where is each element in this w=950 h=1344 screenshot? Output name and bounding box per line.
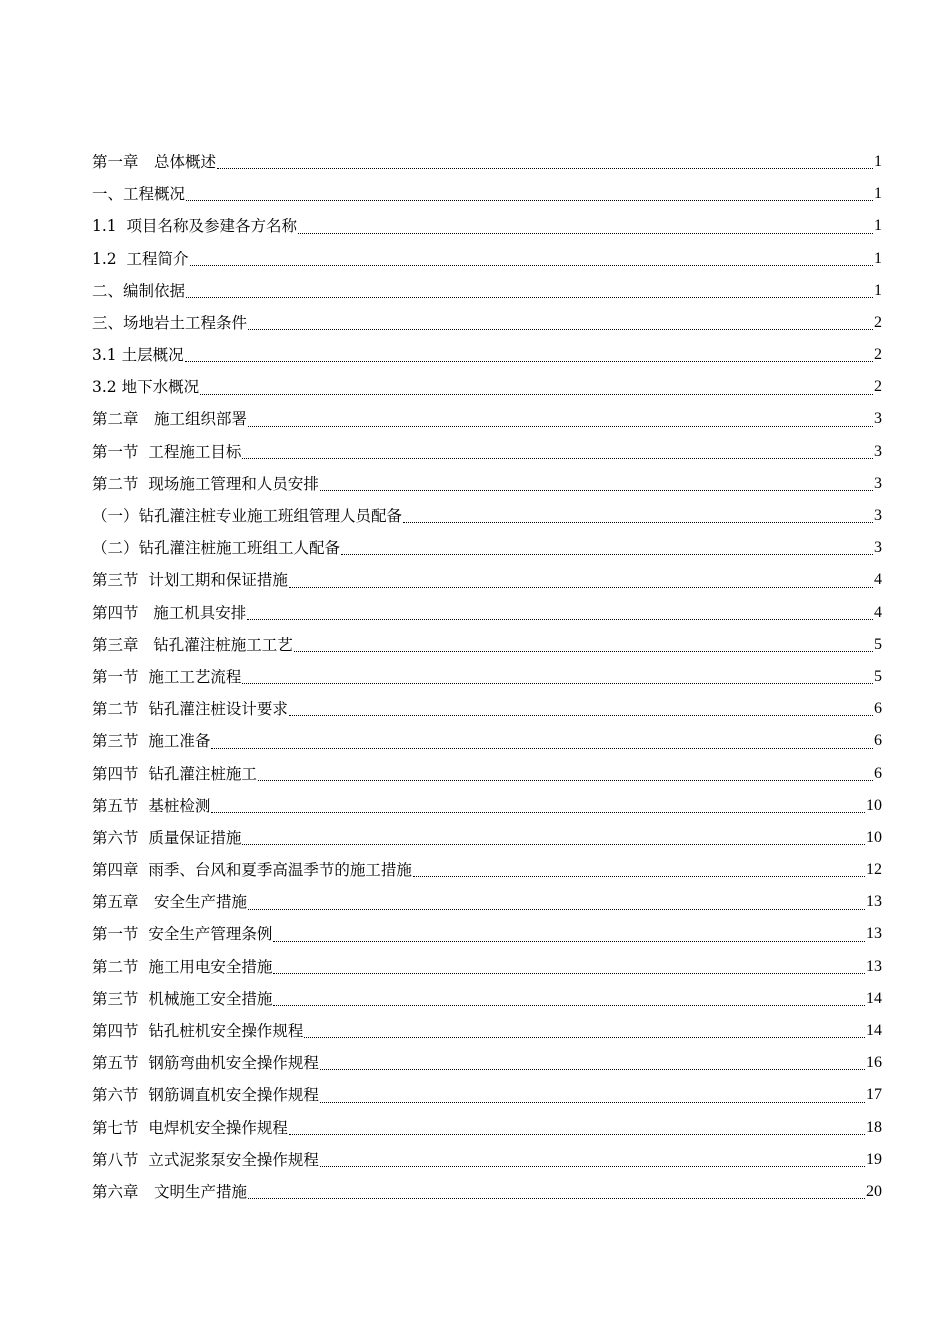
toc-entry[interactable] [92, 822, 882, 854]
toc-entry-page: 10 [866, 828, 882, 846]
toc-entry[interactable] [92, 404, 882, 436]
toc-entry-title: 第四章 雨季、台风和夏季高温季节的施工措施 [92, 861, 412, 880]
toc-entry[interactable] [92, 1112, 882, 1144]
toc-dot-leader [241, 436, 874, 468]
toc-entry-title: 第六节 质量保证措施 [92, 828, 242, 847]
toc-entry-page: 4 [874, 571, 882, 589]
toc-entry[interactable] [92, 1015, 882, 1047]
toc-entry-page: 6 [874, 700, 882, 718]
toc-dot-leader [184, 339, 874, 371]
toc-entry-title: 1.2 工程简介 [92, 249, 189, 268]
toc-entry-page: 17 [866, 1086, 882, 1104]
toc-entry[interactable] [92, 436, 882, 468]
toc-entry-page: 3 [874, 507, 882, 525]
toc-dot-leader [257, 758, 874, 790]
toc-entry-page: 5 [874, 635, 882, 653]
toc-entry[interactable] [92, 532, 882, 564]
toc-entry-page: 14 [866, 989, 882, 1007]
toc-entry-page: 3 [874, 474, 882, 492]
toc-entry[interactable] [92, 500, 882, 532]
toc-entry-title: 第二节 现场施工管理和人员安排 [92, 474, 319, 493]
toc-dot-leader [272, 983, 866, 1015]
toc-entry[interactable] [92, 1176, 882, 1208]
toc-entry-title: 第五节 钢筋弯曲机安全操作规程 [92, 1054, 319, 1073]
toc-entry-title: 第六节 钢筋调直机安全操作规程 [92, 1086, 319, 1105]
toc-entry-page: 20 [866, 1182, 882, 1200]
toc-dot-leader [185, 275, 874, 307]
toc-entry-title: 第四节 钻孔桩机安全操作规程 [92, 1022, 304, 1041]
toc-entry[interactable] [92, 790, 882, 822]
toc-entry-page: 19 [866, 1150, 882, 1168]
toc-entry-page: 3 [874, 539, 882, 557]
toc-dot-leader [246, 597, 874, 629]
toc-entry-page: 1 [874, 217, 882, 235]
toc-dot-leader [241, 661, 874, 693]
toc-entry-title: 3.1 土层概况 [92, 346, 184, 365]
toc-entry-page: 6 [874, 732, 882, 750]
toc-entry-page: 1 [874, 185, 882, 203]
toc-entry[interactable] [92, 661, 882, 693]
toc-dot-leader [319, 468, 874, 500]
toc-entry-title: 第六章 文明生产措施 [92, 1182, 248, 1201]
toc-entry[interactable] [92, 468, 882, 500]
toc-dot-leader [402, 500, 874, 532]
toc-entry[interactable] [92, 919, 882, 951]
toc-dot-leader [288, 1112, 866, 1144]
toc-entry[interactable] [92, 307, 882, 339]
toc-entry[interactable] [92, 983, 882, 1015]
toc-entry-title: 第二节 钻孔灌注桩设计要求 [92, 700, 288, 719]
toc-entry[interactable] [92, 243, 882, 275]
toc-entry[interactable] [92, 758, 882, 790]
toc-entry[interactable] [92, 339, 882, 371]
toc-dot-leader [319, 1144, 866, 1176]
toc-dot-leader [189, 243, 874, 275]
toc-dot-leader [247, 307, 874, 339]
toc-entry-title: 第四节 钻孔灌注桩施工 [92, 764, 257, 783]
toc-entry[interactable] [92, 1079, 882, 1111]
toc-entry[interactable] [92, 725, 882, 757]
toc-entry[interactable] [92, 597, 882, 629]
toc-dot-leader [272, 951, 866, 983]
toc-dot-leader [247, 886, 866, 918]
toc-entry-page: 13 [866, 925, 882, 943]
toc-entry[interactable] [92, 275, 882, 307]
toc-entry[interactable] [92, 951, 882, 983]
toc-entry[interactable] [92, 1047, 882, 1079]
toc-dot-leader [293, 629, 874, 661]
toc-dot-leader [199, 371, 874, 403]
toc-entry-title: 第五章 安全生产措施 [92, 893, 248, 912]
toc-entry-title: 第一节 施工工艺流程 [92, 667, 242, 686]
toc-entry-title: 二、编制依据 [92, 281, 186, 300]
toc-entry-title: 第二章 施工组织部署 [92, 410, 248, 429]
toc-entry[interactable] [92, 178, 882, 210]
table-of-contents [92, 146, 882, 1208]
toc-entry-title: 第一节 安全生产管理条例 [92, 925, 273, 944]
toc-entry-page: 13 [866, 957, 882, 975]
toc-entry-title: 第一节 工程施工目标 [92, 442, 242, 461]
toc-entry[interactable] [92, 854, 882, 886]
toc-entry-page: 2 [874, 378, 882, 396]
toc-dot-leader [210, 790, 866, 822]
toc-entry-title: 第四节 施工机具安排 [92, 603, 247, 622]
toc-entry[interactable] [92, 629, 882, 661]
toc-entry-title: 第三节 计划工期和保证措施 [92, 571, 288, 590]
toc-entry-title: 第三节 施工准备 [92, 732, 211, 751]
toc-dot-leader [303, 1015, 866, 1047]
toc-entry-title: 第八节 立式泥浆泵安全操作规程 [92, 1150, 319, 1169]
toc-entry-page: 2 [874, 313, 882, 331]
toc-entry-page: 4 [874, 603, 882, 621]
toc-entry[interactable] [92, 371, 882, 403]
toc-dot-leader [412, 854, 866, 886]
toc-entry-title: 第一章 总体概述 [92, 152, 217, 171]
toc-entry-page: 10 [866, 796, 882, 814]
toc-entry-title: 3.2 地下水概况 [92, 378, 200, 397]
toc-entry-page: 2 [874, 346, 882, 364]
toc-dot-leader [340, 532, 874, 564]
toc-entry-page: 1 [874, 249, 882, 267]
toc-dot-leader [272, 919, 866, 951]
toc-entry-page: 3 [874, 442, 882, 460]
toc-dot-leader [185, 178, 874, 210]
toc-entry-page: 6 [874, 764, 882, 782]
toc-entry[interactable] [92, 886, 882, 918]
toc-dot-leader [216, 146, 874, 178]
toc-entry-title: 1.1 项目名称及参建各方名称 [92, 217, 298, 236]
toc-dot-leader [247, 404, 874, 436]
toc-entry-title: （一）钻孔灌注桩专业施工班组管理人员配备 [92, 507, 403, 526]
toc-entry[interactable] [92, 693, 882, 725]
toc-entry[interactable] [92, 146, 882, 178]
toc-entry[interactable] [92, 564, 882, 596]
toc-entry-page: 1 [874, 281, 882, 299]
toc-entry[interactable] [92, 1144, 882, 1176]
toc-entry-title: 第五节 基桩检测 [92, 796, 211, 815]
toc-entry-title: 第三章 钻孔灌注桩施工工艺 [92, 635, 293, 654]
toc-dot-leader [241, 822, 866, 854]
toc-entry-page: 14 [866, 1022, 882, 1040]
toc-dot-leader [247, 1176, 866, 1208]
toc-dot-leader [297, 210, 874, 242]
toc-dot-leader [319, 1047, 866, 1079]
toc-entry-title: 第二节 施工用电安全措施 [92, 957, 273, 976]
toc-entry-page: 1 [874, 152, 882, 170]
toc-entry-title: （二）钻孔灌注桩施工班组工人配备 [92, 539, 341, 558]
toc-dot-leader [288, 564, 874, 596]
toc-entry-title: 第三节 机械施工安全措施 [92, 989, 273, 1008]
toc-entry-title: 三、场地岩土工程条件 [92, 313, 248, 332]
toc-entry[interactable] [92, 210, 882, 242]
toc-dot-leader [319, 1079, 866, 1111]
toc-entry-title: 第七节 电焊机安全操作规程 [92, 1118, 288, 1137]
toc-entry-page: 13 [866, 893, 882, 911]
toc-entry-page: 3 [874, 410, 882, 428]
toc-entry-page: 18 [866, 1118, 882, 1136]
toc-dot-leader [210, 725, 874, 757]
toc-entry-page: 12 [866, 861, 882, 879]
toc-entry-page: 5 [874, 667, 882, 685]
toc-entry-page: 16 [866, 1054, 882, 1072]
toc-entry-title: 一、工程概况 [92, 185, 186, 204]
toc-dot-leader [288, 693, 874, 725]
